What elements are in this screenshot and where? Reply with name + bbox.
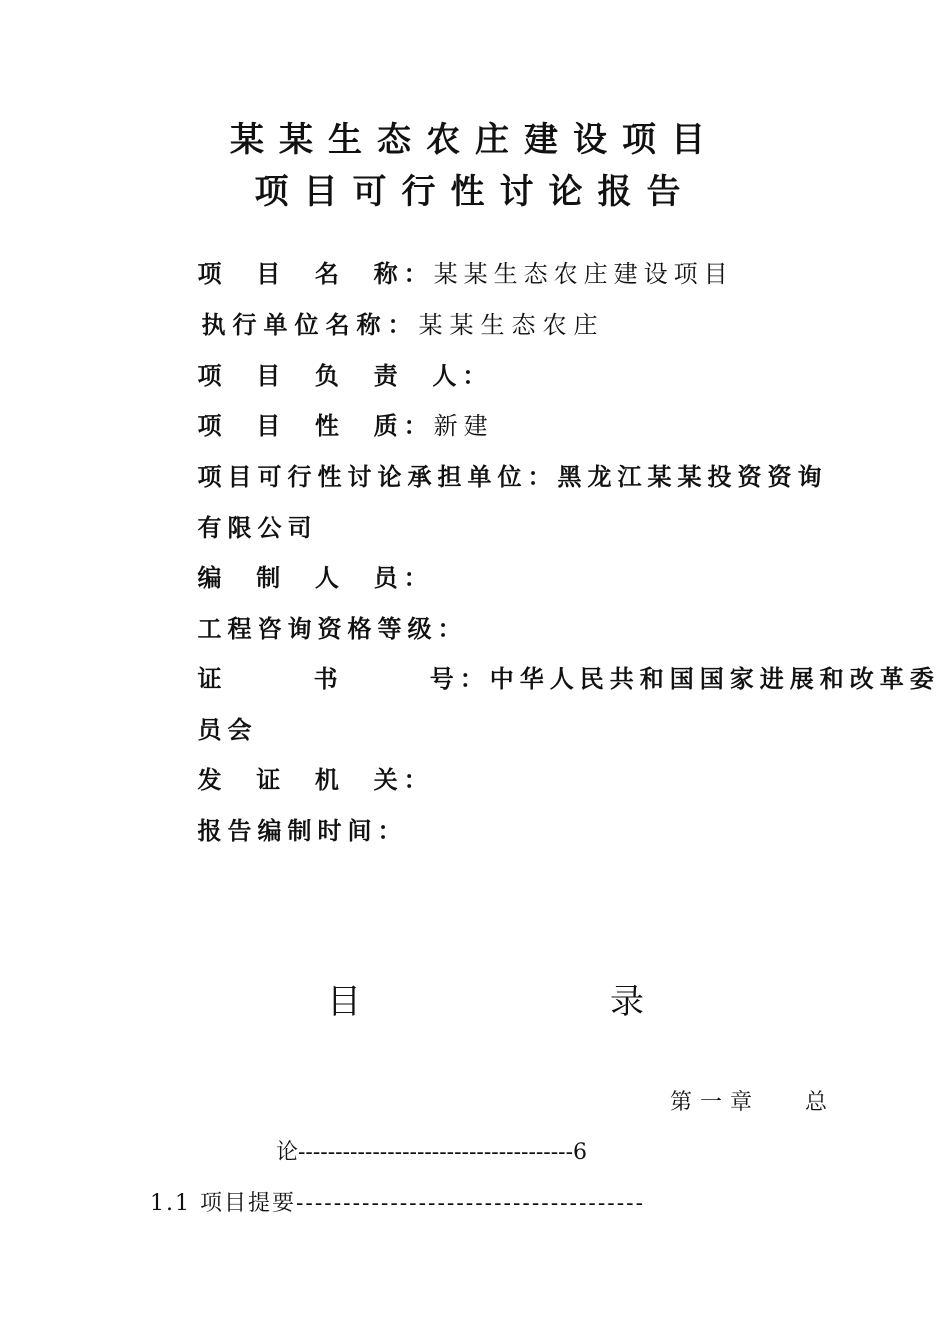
field-label: 项 目 性 质：	[197, 412, 434, 440]
field-certificate-number	[143, 631, 940, 727]
field-label: 项 目 负 责 人：	[197, 362, 493, 390]
field-value: 某某生态农庄	[418, 311, 605, 339]
field-label: 报告编制时间：	[197, 817, 408, 845]
field-label: 工程咨询资格等级：	[197, 615, 468, 643]
toc-heading-char-1: 目	[327, 982, 361, 1022]
field-label: 发 证 机 关：	[197, 766, 434, 794]
field-value: 某某生态农庄建设项目	[433, 260, 734, 288]
field-value: 员会	[197, 716, 258, 744]
field-report-time	[143, 783, 408, 879]
document-title-line2: 项目可行性讨论报告	[254, 172, 696, 212]
field-value: 中华人民共和国国家进展和改革委	[489, 665, 940, 693]
toc-chapter1-entry: 论-------------------------------------6	[276, 1140, 588, 1165]
field-value: 黑龙江某某投资资询	[557, 463, 828, 491]
field-label: 项目可行性讨论承担单位：	[197, 463, 558, 491]
toc-chapter1-heading: 第一章 总	[670, 1090, 835, 1115]
field-label: 项 目 名 称：	[197, 260, 434, 288]
field-label: 证 书 号：	[197, 665, 490, 693]
toc-heading-char-2: 录	[610, 982, 644, 1022]
field-label: 执行单位名称：	[201, 311, 419, 339]
field-label: 编 制 人 员：	[197, 564, 434, 592]
toc-item-1-1: 1.1 项目提要-------------------------------------	[150, 1191, 646, 1216]
field-value: 有限公司	[197, 514, 318, 542]
document-title-line1: 某某生态农庄建设项目	[230, 120, 720, 160]
field-value: 新建	[433, 412, 494, 440]
